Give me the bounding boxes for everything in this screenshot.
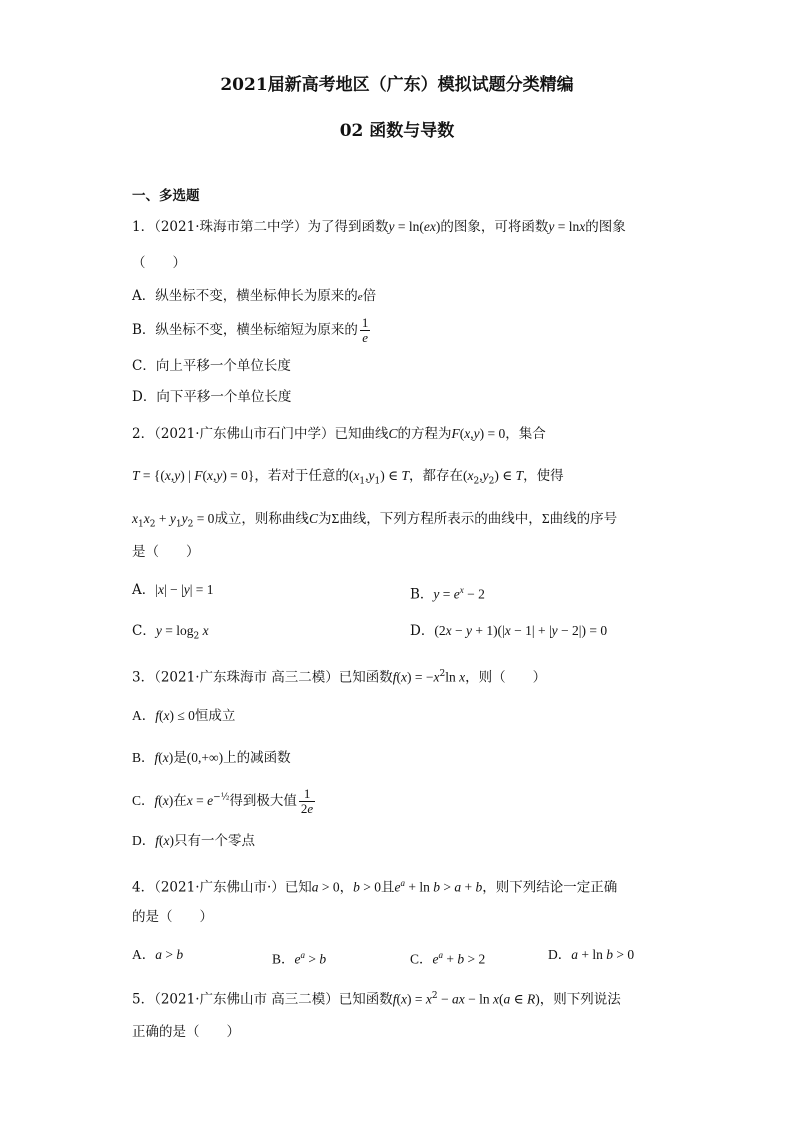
q4-stem-line2: 的是（ ） (132, 909, 213, 925)
q1-paren: （ ） (132, 255, 186, 271)
q2-option-a: A．|x| − |y| = 1 (132, 582, 214, 598)
q4-option-c: C．$e^a + b > 2$ (410, 950, 486, 967)
q1-stem: 1．（2021·珠海市第二中学）为了得到函数y = ln(ex)的图象，可将函数y = lnx的图象 (132, 219, 626, 235)
document-title: 2021届新高考地区（广东）模拟试题分类精编 (220, 75, 574, 95)
q4-option-d: D．a + ln b > 0 (548, 947, 635, 962)
q5-stem-line2: 正确的是（ ） (132, 1024, 240, 1040)
q4-option-b: B．$e^a > b$ (272, 950, 327, 967)
q5-stem: 5．（2021·广东佛山市 高三二模）已知函数$f(x) = x^2$ − ax − ln x(a ∈ R)，则下列说法 (132, 991, 621, 1008)
q1-option-a: A．纵坐标不变，横坐标伸长为原来的e倍 (132, 288, 377, 304)
q3-option-a: A．f(x) ≤ 0恒成立 (132, 708, 236, 724)
q2-option-c: C．$y = \log_2 x$ (132, 623, 209, 642)
q2-option-b: B．$y = e^x - 2$ (410, 585, 485, 603)
q1-option-b: B．纵坐标不变，横坐标缩短为原来的 $\frac{1}{e}$ (132, 315, 369, 345)
q2-stem-line1: 2．（2021·广东佛山市石门中学）已知曲线C的方程为F(x,y) = 0，集合 (132, 426, 546, 442)
document-subtitle: 02 函数与导数 (339, 121, 455, 141)
q1-option-c: C．向上平移一个单位长度 (132, 358, 291, 374)
q3-option-b: B．f(x)是(0,+∞)上的减函数 (132, 750, 291, 766)
section-heading: 一、多选题 (132, 188, 200, 204)
q4-option-a: A．a > b (132, 947, 184, 962)
q2-stem-line2: T = {(x,y) | F(x,y) = 0}，若对于任意的$(x_1,y_1)$ ∈ T，都存在$(x_2,y_2)$ ∈ T，使得 (132, 468, 564, 487)
q2-option-d: D．(2x − y + 1)(|x − 1| + |y − 2|) = 0 (410, 623, 608, 639)
q3-option-c: C．f(x)在$x = e^{-\frac{1}{2}}$得到极大值 $\frac{1}{2e}$ (132, 786, 314, 816)
q3-option-d: D．f(x)只有一个零点 (132, 833, 256, 849)
q1-option-d: D．向下平移一个单位长度 (132, 389, 292, 405)
q4-stem: 4．（2021·广东佛山市·）已知a > 0，b > 0且$e^a + \ln b > a + b$，则下列结论一定正确 (132, 878, 618, 896)
q2-stem-line3: $x_1x_2 + y_1y_2 = 0$成立，则称曲线C为Σ曲线，下列方程所表示的曲线中，Σ曲线的序号 (132, 511, 618, 530)
q3-stem: 3．（2021·广东珠海市 高三二模）已知函数$f(x) = -x^2\ln$ x，则（ ） (132, 669, 547, 686)
q2-stem-line4: 是（ ） (132, 544, 200, 560)
